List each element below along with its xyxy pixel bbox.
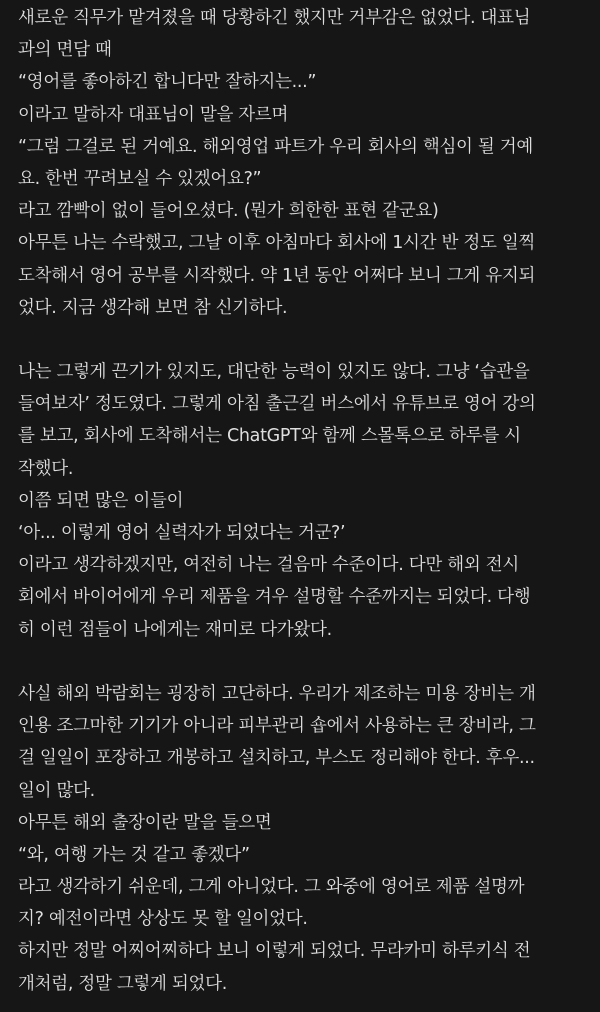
paragraph-1 xyxy=(18,2,593,324)
paragraph-3 xyxy=(18,678,593,1000)
text-line: 들여보자’ 정도였다. 그렇게 아침 출근길 버스에서 유튜브로 영어 강의 xyxy=(18,394,536,415)
text-line: 라고 생각하기 쉬운데, 그게 아니었다. 그 와중에 영어로 제품 설명까 xyxy=(18,877,525,898)
text-line: 이라고 생각하겠지만, 여전히 나는 걸음마 수준이다. 다만 해외 전시 xyxy=(18,555,519,576)
text-line: 하지만 정말 어찌어찌하다 보니 이렇게 되었다. 무라카미 하루키식 전 xyxy=(18,941,531,962)
text-line: “그럼 그걸로 된 거예요. 해외영업 파트가 우리 회사의 핵심이 될 거예 xyxy=(18,136,533,157)
paragraph-spacer xyxy=(18,324,593,356)
text-line: 히 이런 점들이 나에게는 재미로 다가왔다. xyxy=(18,619,332,640)
text-line: 걸 일일이 포장하고 개봉하고 설치하고, 부스도 정리해야 한다. 후우... xyxy=(18,748,535,769)
paragraph-spacer xyxy=(18,646,593,678)
text-line: 라고 깜빡이 없이 들어오셨다. (뭔가 희한한 표현 같군요) xyxy=(18,201,439,222)
text-line: “와, 여행 가는 것 같고 좋겠다” xyxy=(18,844,250,865)
text-line: 일이 많다. xyxy=(18,780,95,801)
text-line: 지? 예전이라면 상상도 못 할 일이었다. xyxy=(18,909,308,930)
text-line: “영어를 좋아하긴 합니다만 잘하지는...” xyxy=(18,72,317,93)
text-line: 요. 한번 꾸려보실 수 있겠어요?” xyxy=(18,168,262,189)
text-line: 를 보고, 회사에 도착해서는 ChatGPT와 함께 스몰톡으로 하루를 시 xyxy=(18,426,521,447)
text-line: 아무튼 해외 출장이란 말을 들으면 xyxy=(18,812,272,833)
paragraph-2 xyxy=(18,356,593,646)
text-line: 새로운 직무가 맡겨졌을 때 당황하긴 했지만 거부감은 없었다. 대표님 xyxy=(18,8,531,28)
text-line: 이라고 말하자 대표님이 말을 자르며 xyxy=(18,104,289,125)
text-line: 회에서 바이어에게 우리 제품을 겨우 설명할 수준까지는 되었다. 다행 xyxy=(18,587,531,608)
text-line: 사실 해외 박람회는 굉장히 고단하다. 우리가 제조하는 미용 장비는 개 xyxy=(18,683,536,704)
text-line: 인용 조그마한 기기가 아니라 피부관리 숍에서 사용하는 큰 장비라, 그 xyxy=(18,716,536,737)
text-line: 도착해서 영어 공부를 시작했다. 약 1년 동안 어쩌다 보니 그게 유지되 xyxy=(18,265,536,286)
article-body xyxy=(18,2,593,1000)
text-line: 었다. 지금 생각해 보면 참 신기하다. xyxy=(18,297,288,318)
text-line: 개처럼, 정말 그렇게 되었다. xyxy=(18,973,227,994)
text-line: 이쯤 되면 많은 이들이 xyxy=(18,490,184,511)
text-line: 과의 면담 때 xyxy=(18,40,112,61)
text-line: 작했다. xyxy=(18,458,74,479)
text-line: 나는 그렇게 끈기가 있지도, 대단한 능력이 있지도 않다. 그냥 ‘습관을 xyxy=(18,362,530,383)
text-line: ‘아... 이렇게 영어 실력자가 되었다는 거군?’ xyxy=(18,523,346,543)
text-line: 아무튼 나는 수락했고, 그날 이후 아침마다 회사에 1시간 반 정도 일찍 xyxy=(18,233,536,254)
